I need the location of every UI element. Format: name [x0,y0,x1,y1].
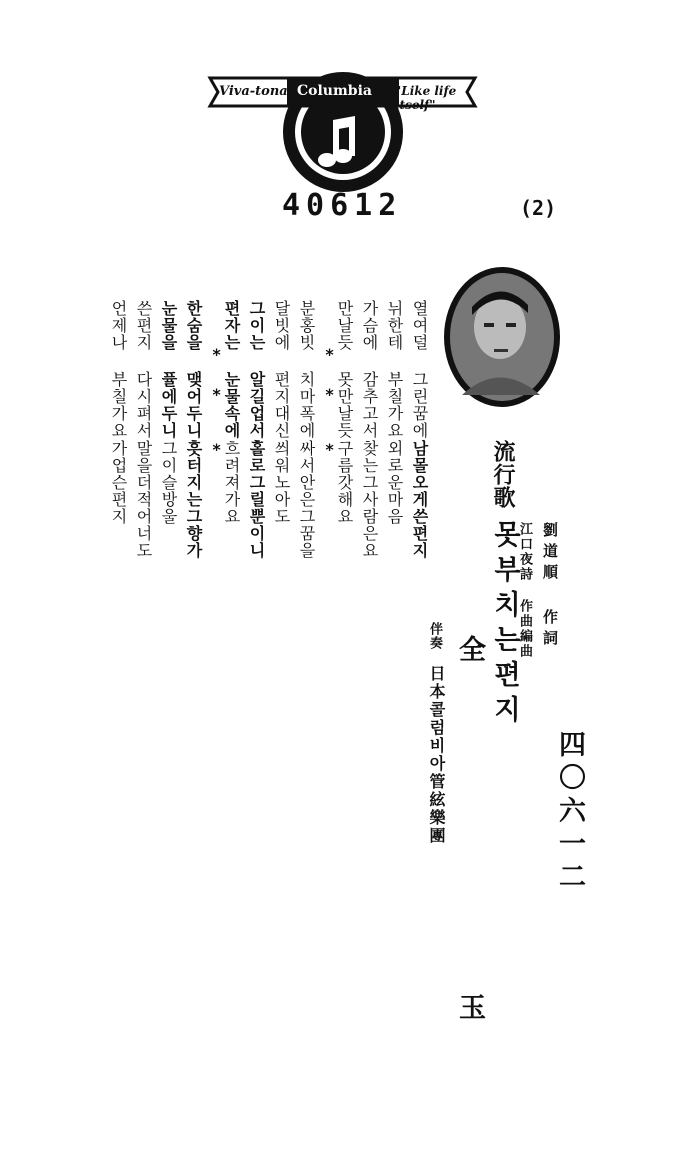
lyric-line-upper: 가슴에 감추고서 [360,300,379,439]
lyric-line-upper: 뉘한테 부칠가요 [385,300,404,439]
composer-credit: 江口夜詩 作曲編曲 [517,522,532,659]
lyric-line-lower: 말을더적어너도 [134,440,153,559]
side-number: (2) [520,196,557,220]
lyric-line-lower: 홀로그릴뿐이니 [247,440,266,559]
song-title: 못부치는편지 [489,520,520,730]
lyric-line-upper: 그이는 알길업서 [247,300,266,439]
lyric-line-lower: 남몰오게쓴편지 [410,440,429,559]
lyric-line-upper: 언제나 부칠가요 [109,300,128,439]
lyric-line-upper: 눈물을 퓰에두니 [159,300,178,439]
logo-brand: Columbia [297,83,372,99]
lyric-line-upper: 편자는 눈물속에 [222,300,241,439]
singer-portrait [442,265,562,410]
lyric-line-upper: 달빗에 편지대신 [272,300,291,439]
lyricist-credit: 劉道順 作詞 [541,522,559,651]
lyric-line-upper: 열여덜 그린꿈에 [410,300,429,439]
lyric-line-lower: 싸서안은그꿈을 [297,440,316,559]
logo-right-banner: "Like life itself" [395,84,457,112]
lyric-line-lower: 씌워노아도 [272,440,291,525]
accompaniment-label: 伴奏 [427,622,442,650]
song-genre: 流行歌 [490,440,516,509]
singer-name: 全 玉 [454,635,485,1170]
lyric-line-lower: 흐려져가요 [222,440,241,525]
lyric-line-upper: 한숨을 맺어두니 [184,300,203,439]
lyric-line-upper: * * [320,345,339,405]
lyric-line-upper: 쓴편지 다시펴서 [134,300,153,439]
lyric-line-lower: 외로운마음 [385,440,404,525]
lyric-line-upper: 만날듯 못만날듯 [335,300,354,439]
catalog-number: 40612 [282,188,403,223]
accompaniment: 日本콜럼비아管絃樂團 [427,665,446,845]
logo-left-banner: Viva-tonal [219,84,293,99]
lyric-line-upper: 분홍빗 치마폭에 [297,300,316,439]
catalog-number-kanji: 四〇六一二 [554,730,585,895]
lyric-line-lower: 찾는그사람은요 [360,440,379,559]
columbia-logo [205,40,480,200]
lyric-line-lower: 가업슨편지 [109,440,128,525]
lyric-line-lower: 흣터지는그향가 [184,440,203,559]
lyric-line-lower: 구름갓해요 [335,440,354,525]
lyric-line-lower: * [320,440,339,460]
lyric-line-upper: * * [207,345,226,405]
lyric-line-lower: 그이슬방울 [159,440,178,525]
lyric-line-lower: * [207,440,226,460]
